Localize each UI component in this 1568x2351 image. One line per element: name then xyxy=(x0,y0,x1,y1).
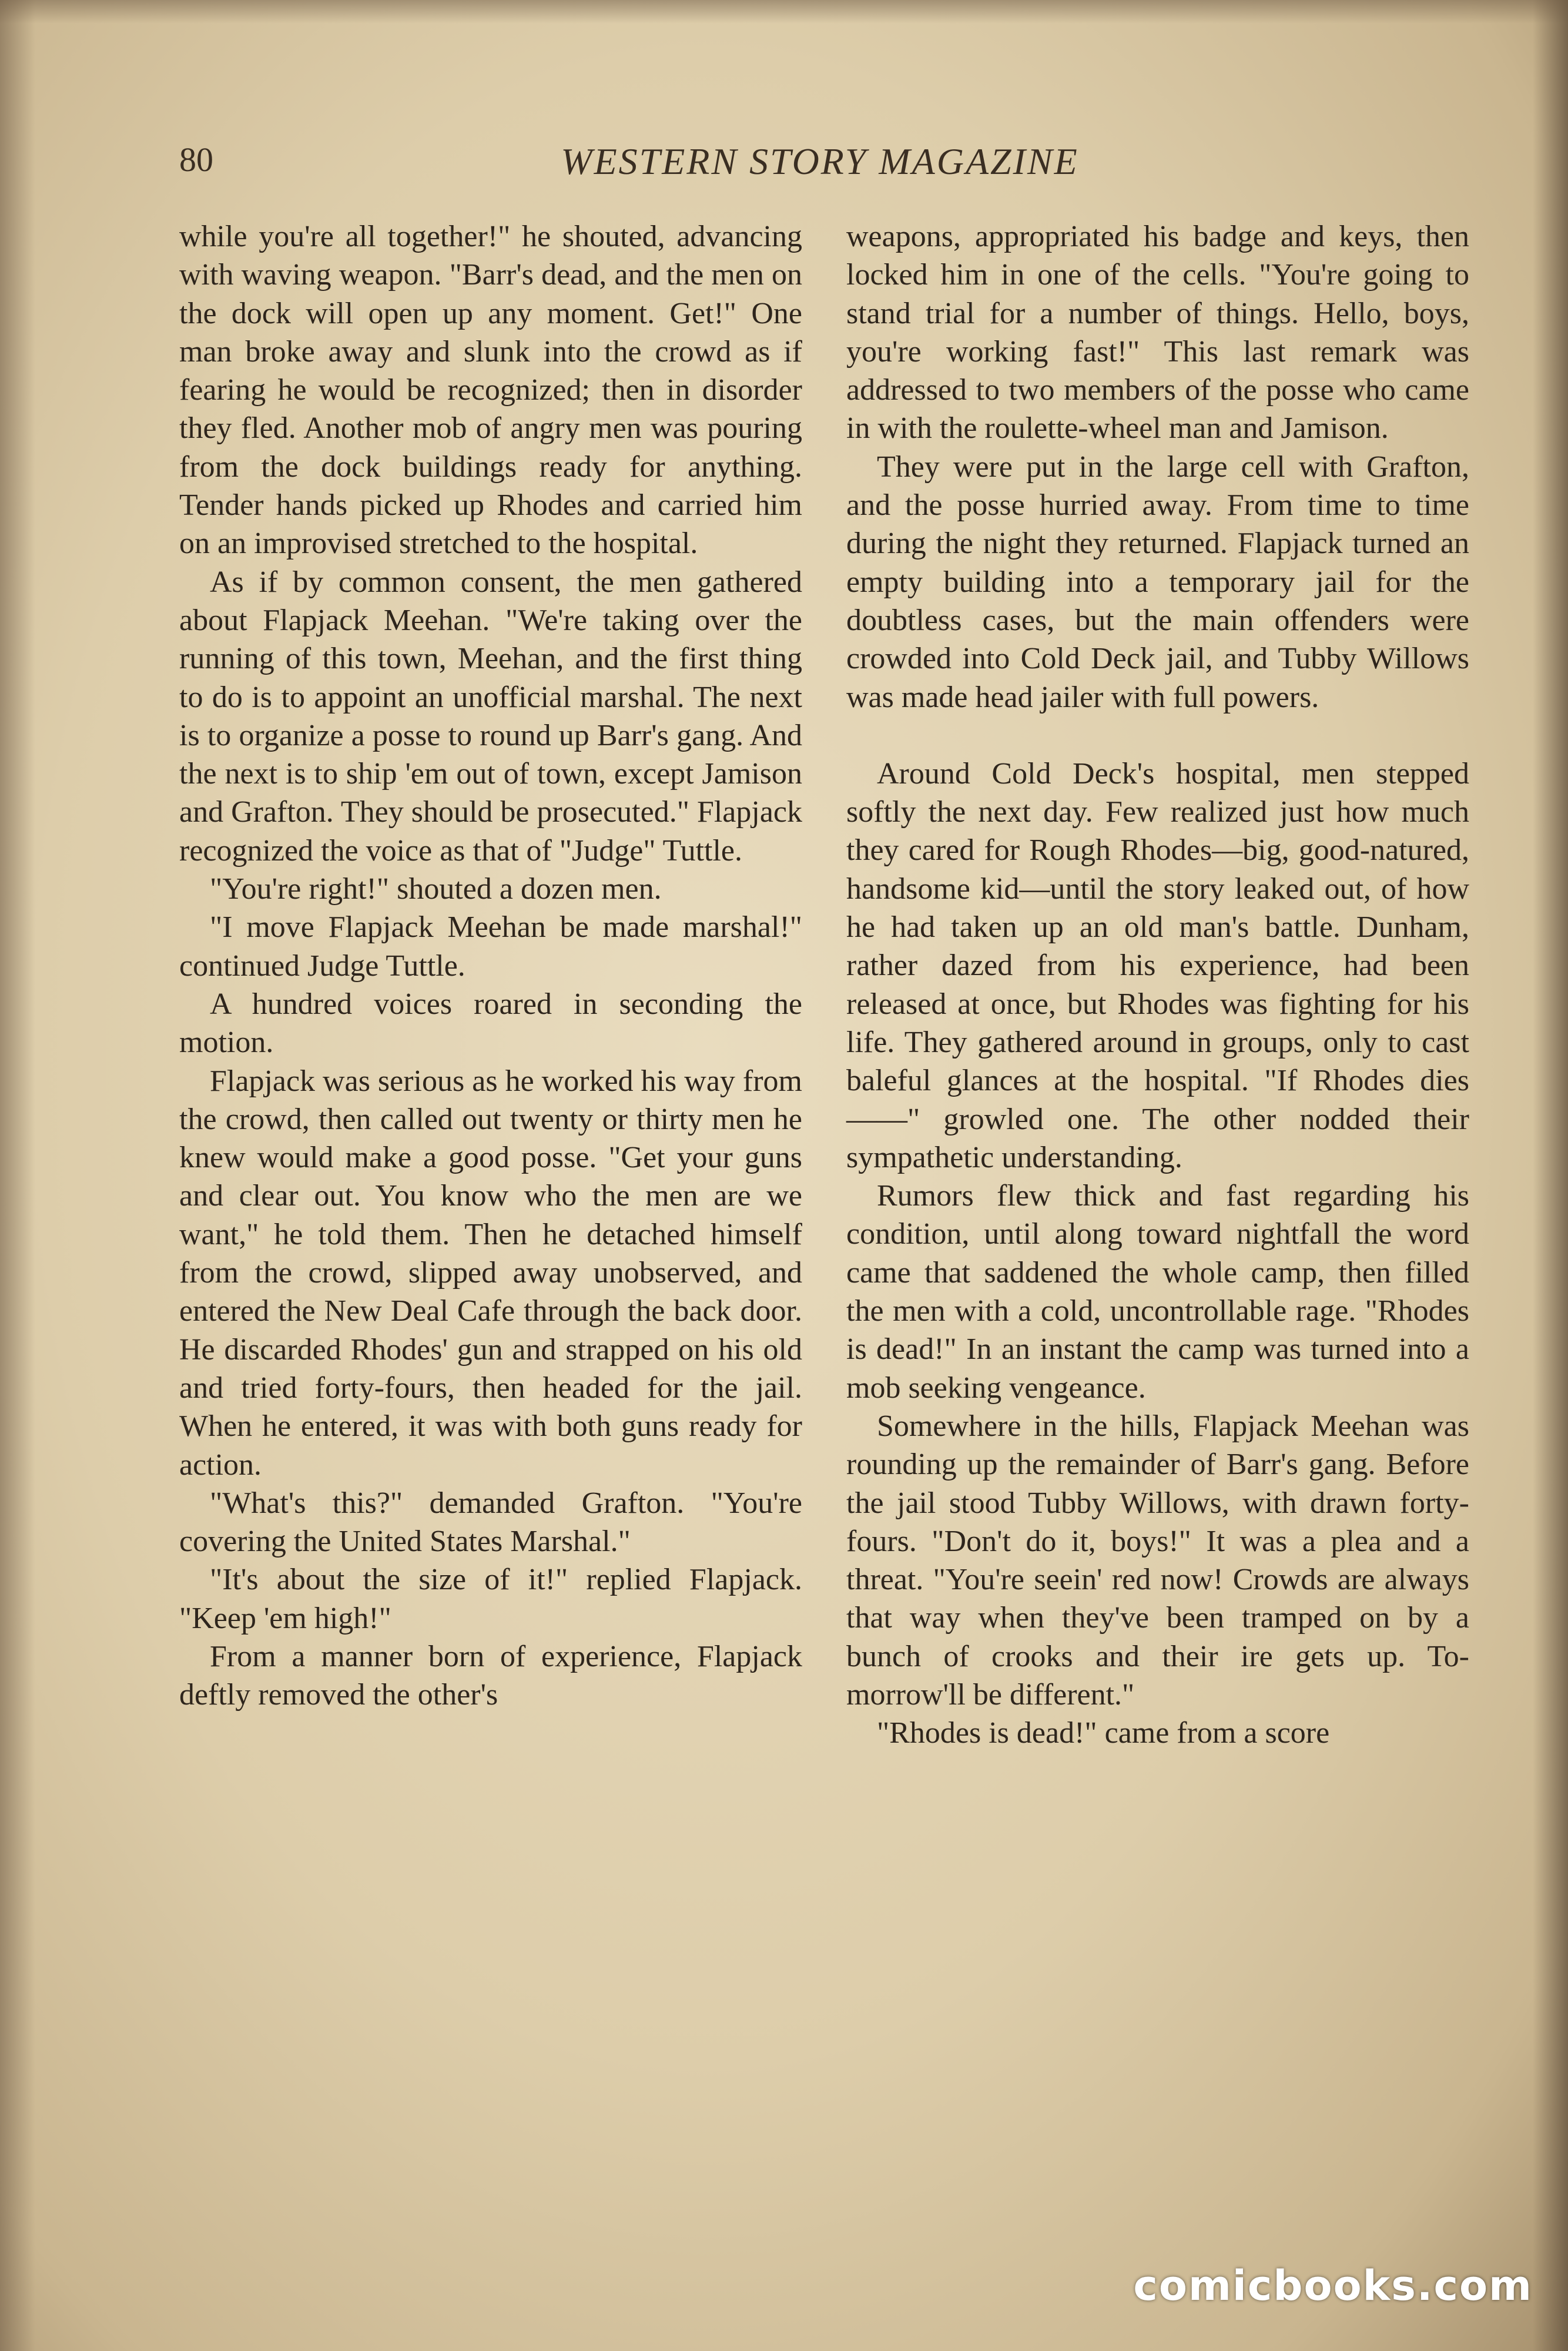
paragraph: As if by common consent, the men gathered about Flapjack Meehan. "We're taking over the running of this town, Meehan, and the first thing to do is to appoint an unofficial marshal. The next is to organize a posse to round up Barr's gang. And the next is to ship 'em out of town, except Jamison and Grafton. They should be prosecuted." Flapjack recognized the voice as that of "Judge" Tuttle. xyxy=(179,565,802,868)
page-header xyxy=(179,140,1460,193)
paragraph: while you're all together!" he shouted, advancing with waving weapon. "Barr's dead, and the men on the dock will open up any moment. Get!" One man broke away and slunk into the crowd as if fearing he would be recognized; then in disorder they fled. Another mob of angry men was pouring from the dock buildings ready for anything. Tender hands picked up Rhodes and carried him on an improvised stretched to the hospital. xyxy=(179,220,802,561)
paragraph: From a manner born of experience, Flapjack deftly removed the other's xyxy=(179,1639,802,1712)
right-column xyxy=(846,217,1469,1753)
paragraph: They were put in the large cell with Grafton, and the posse hurried away. From time to time during the night they returned. Flapjack turned an empty building into a temporary jail for the doubtless cases, but the main offenders were crowded into Cold Deck jail, and Tubby Willows was made head jailer with full powers. xyxy=(846,450,1469,714)
paragraph: "It's about the size of it!" replied Flapjack. "Keep 'em high!" xyxy=(179,1563,802,1635)
paragraph: weapons, appropriated his badge and keys, then locked him in one of the cells. "You're going to stand trial for a number of things. Hello, boys, you're working fast!" This last remark was addressed to two members of the posse who came in with the roulette-wheel man and Jamison. xyxy=(846,220,1469,446)
page-number: 80 xyxy=(179,140,213,179)
page-shadow-left xyxy=(0,0,35,2351)
paragraph: Somewhere in the hills, Flapjack Meehan was rounding up the remainder of Barr's gang. Before the jail stood Tubby Willows, with drawn forty-fours. "Don't do it, boys!" It was a plea and a threat. "You're seein' red now! Crowds are always that way when they've been tramped on by a bunch of crooks and their ire gets up. To-morrow'll be different." xyxy=(846,1409,1469,1712)
paragraph: Rumors flew thick and fast regarding his condition, until along toward nightfall the word came that saddened the whole camp, then filled the men with a cold, uncontrollable rage. "Rhodes is dead!" In an instant the camp was turned into a mob seeking vengeance. xyxy=(846,1179,1469,1405)
paragraph: "You're right!" shouted a dozen men. xyxy=(210,872,662,906)
paragraph: Flapjack was serious as he worked his way from the crowd, then called out twenty or thirty men he knew would make a good posse. "Get your guns and clear out. You know who the men are we want," he told them. Then he detached himself from the crowd, slipped away unobserved, and entered the New Deal Cafe through the back door. He discarded Rhodes' gun and strapped on his old and tried forty-fours, then headed for the jail. When he entered, it was with both guns ready for action. xyxy=(179,1064,802,1482)
paragraph: Around Cold Deck's hospital, men stepped softly the next day. Few realized just how much they cared for Rough Rhodes—big, good-natured, handsome kid—until the story leaked out, of how he had taken up an old man's battle. Dunham, rather dazed from his experience, had been released at once, but Rhodes was fighting for his life. They gathered around in groups, only to cast baleful glances at the hospital. "If Rhodes dies——" growled one. The other nodded their sympathetic understanding. xyxy=(846,756,1469,1174)
page-shadow-right xyxy=(1533,0,1568,2351)
paragraph: "What's this?" demanded Grafton. "You're covering the United States Marshal." xyxy=(179,1486,802,1559)
paragraph: "I move Flapjack Meehan be made marshal!" continued Judge Tuttle. xyxy=(179,910,802,983)
site-watermark: comicbooks.com xyxy=(1133,2262,1533,2310)
left-column xyxy=(179,217,802,1714)
paragraph: "Rhodes is dead!" came from a score xyxy=(877,1716,1330,1750)
page-shadow-top xyxy=(0,0,1568,24)
paragraph: A hundred voices roared in seconding the motion. xyxy=(179,987,802,1060)
running-title: WESTERN STORY MAGAZINE xyxy=(561,140,1079,182)
